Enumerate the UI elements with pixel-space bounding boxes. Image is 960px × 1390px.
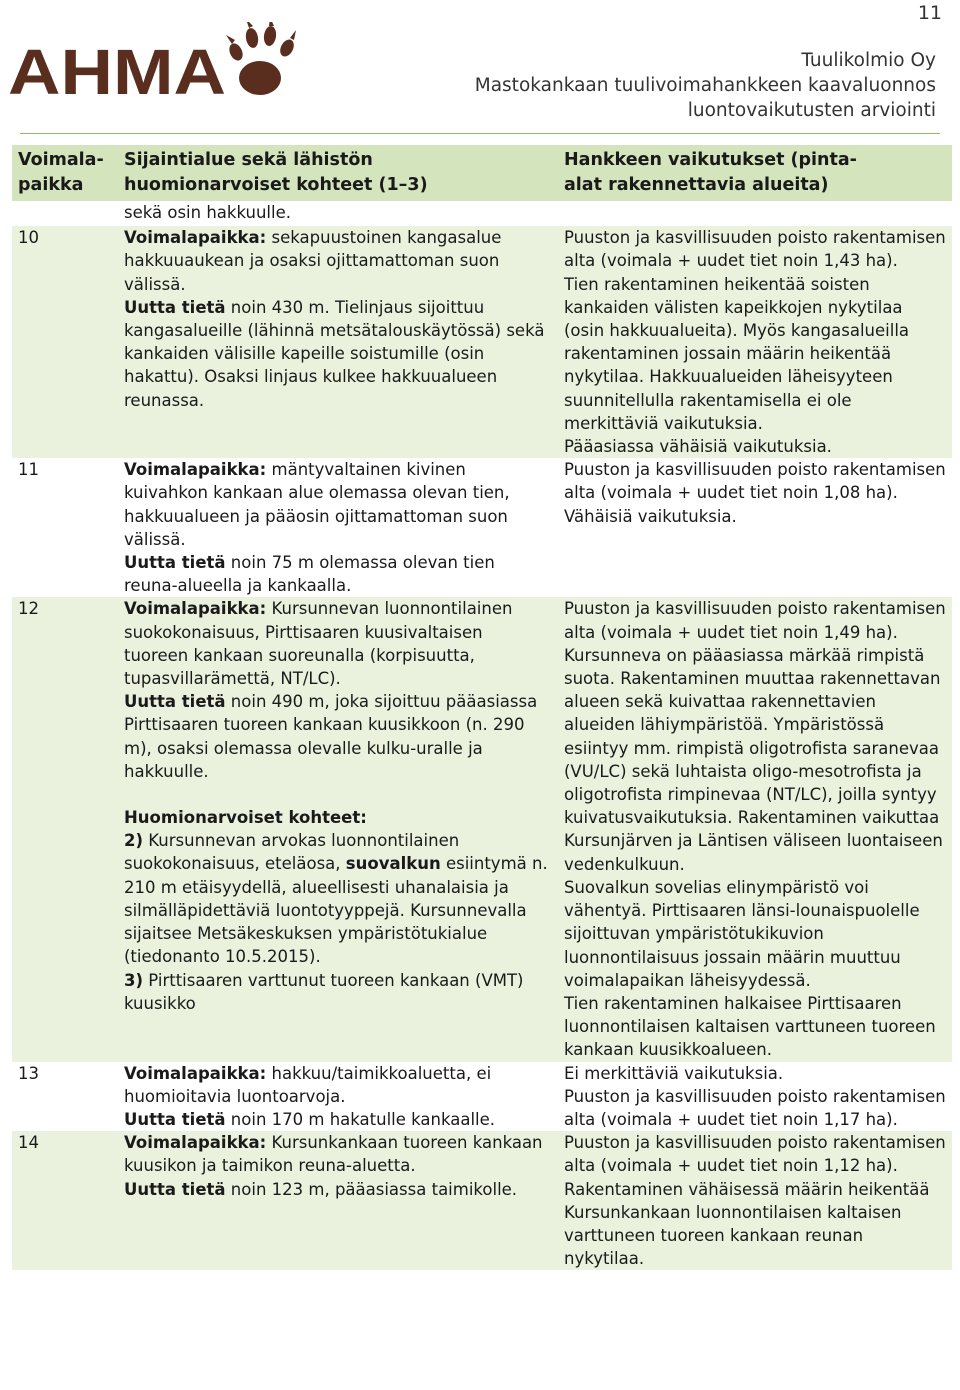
impact-description: Puuston ja kasvillisuuden poisto rakentamisen alta (voimala + uudet tiet noin 1,49 ha). Kursunneva on pääasiassa märkää rimpistä suota. Rakentaminen muuttaa rakennettavan alueen sekä kuivattaa rakennettavien alueiden lähiympäristöä. Ympäristössä esiintyy mm. rimpistä oligotrofista saranevaa (VU/LC) sekä luhtaista oligo-mesotrofista ja oligotrofista rimpinevaa (NT/LC), joilla syntyy kuivatusvaikutuksia. Rakentaminen vaikuttaa Kursunjärven ja Läntisen väliseen luontaiseen vedenkulkuun. Suovalkun sovelias elinympäristö voi vähentyä. Pirttisaaren länsi-lounaispuolelle sijoittuvan ympäristötukikuvion luonnontilaisuus jossain määrin muuttuu voimalapaikan läheisyydessä. Tien rakentaminen halkaisee Pirttisaaren luonnontilaisen kaltaisen varttuneen tuoreen kankaan kuusikkoalueen. (558, 597, 952, 1061)
impact-description: Ei merkittäviä vaikutuksia. Puuston ja kasvillisuuden poisto rakentamisen alta (voimala + uudet tiet noin 1,17 ha). (564, 1063, 946, 1129)
site-description: Voimalapaikka: Kursunnevan luonnontilainen suokokonaisuus, Pirttisaaren kuusivaltaisen tuoreen kankaan suoreunalla (korpisuutta, tupasvillarämettä, NT/LC). Uutta tietä noin 490 m, joka sijoittuu pääasiassa Pirttisaaren tuoreen kankaan kuusikkoon (n. 290 m), osaksi olemassa olevalle kulku-uralle ja hakkuulle. Huomionarvoiset kohteet: 2) Kursunnevan arvokas luonnontilainen suokokonaisuus, eteläosa, suovalkun esiintymä n. 210 m etäisyydellä, alueellisesti uhanalaisia ja silmälläpidettäviä luontotyyppejä. Kursunnevalla sijaitsee Metsäkeskuksen ympäristötukialue (tiedonanto 10.5.2015). 3) Pirttisaaren varttunut tuoreen kankaan (VMT) kuusikko (118, 597, 558, 1061)
site-id: 11 (18, 460, 39, 480)
notable-sites-heading: Huomionarvoiset kohteet: (124, 808, 367, 828)
impact-description: Puuston ja kasvillisuuden poisto rakentamisen alta (voimala + uudet tiet noin 1,43 ha). Tien rakentaminen heikentää soisten kankaiden välisten kapeikkojen nykytilaa (osin hakkuualueita). Myös kangasalueilla rakentaminen jossain määrin heikentää nykytilaa. Hakkuualueiden läheisyyteen suunnitellulla rakentamisella ei ole merkittäviä vaikutuksia. Pääasiassa vähäisiä vaikutuksia. (558, 226, 952, 458)
table-row (12, 458, 952, 597)
site-id: 10 (12, 226, 118, 458)
table-header-row (12, 145, 952, 201)
header-location: Sijaintialue sekä lähistön huomionarvoiset kohteet (1–3) (118, 145, 558, 201)
continuation-text: sekä osin hakkuulle. (124, 203, 291, 222)
table-row (12, 1131, 952, 1270)
header-impacts: Hankkeen vaikutukset (pinta-alat rakennettavia alueita) (558, 145, 952, 201)
ahma-logo (8, 22, 298, 104)
site-description: Voimalapaikka: mäntyvaltainen kivinen kuivahkon kankaan alue olemassa olevan tien, hakkuualueen ja pääosin ojittamattoman suon välissä. Uutta tietä noin 75 m olemassa olevan tien reuna-alueella ja kankaalla. (124, 460, 510, 596)
table-row (12, 1062, 952, 1132)
table-row (12, 201, 952, 226)
table-row (12, 226, 952, 458)
impact-description: Puuston ja kasvillisuuden poisto rakentamisen alta (voimala + uudet tiet noin 1,08 ha). Vähäisiä vaikutuksia. (564, 460, 946, 526)
site-id: 14 (12, 1131, 118, 1270)
project-title: Mastokankaan tuulivoimahankkeen kaavaluonnos (474, 75, 936, 96)
header-site-number: Voimala-paikka (12, 145, 118, 201)
site-description: Voimalapaikka: sekapuustoinen kangasalue hakkuuaukean ja osaksi ojittamattoman suon välissä. Uutta tietä noin 430 m. Tielinjaus sijoittuu kangasalueille (lähinnä metsätalouskäytössä) sekä kankaiden välisille kapeille soistumille (osin hakattu). Osaksi linjaus kulkee hakkuualueen reunassa. (118, 226, 558, 458)
paw-logo-icon (8, 22, 298, 104)
impact-description: Puuston ja kasvillisuuden poisto rakentamisen alta (voimala + uudet tiet noin 1,12 ha). Rakentaminen vähäisessä määrin heikentää Kursunkankaan luonnontilaisen kaltaisen varttuneen tuoreen kankaan reunan nykytilaa. (558, 1131, 952, 1270)
site-description: Voimalapaikka: hakkuu/taimikkoaluetta, ei huomioitavia luontoarvoja. Uutta tietä noin 170 m hakatulle kankaalle. (124, 1063, 496, 1129)
header-divider (20, 133, 940, 134)
impact-table (12, 145, 952, 1270)
table-row (12, 597, 952, 1061)
report-title: luontovaikutusten arviointi (687, 100, 936, 121)
site-description: Voimalapaikka: Kursunkankaan tuoreen kankaan kuusikon ja taimikon reuna-aluetta. Uutta tietä noin 123 m, pääasiassa taimikolle. (118, 1131, 558, 1270)
company-name: Tuulikolmio Oy (801, 50, 936, 71)
company-header (475, 48, 936, 123)
site-id: 12 (12, 597, 118, 1061)
page-number: 11 (917, 2, 942, 24)
svg-text:AHMA: AHMA (8, 36, 226, 104)
site-id: 13 (18, 1063, 39, 1083)
